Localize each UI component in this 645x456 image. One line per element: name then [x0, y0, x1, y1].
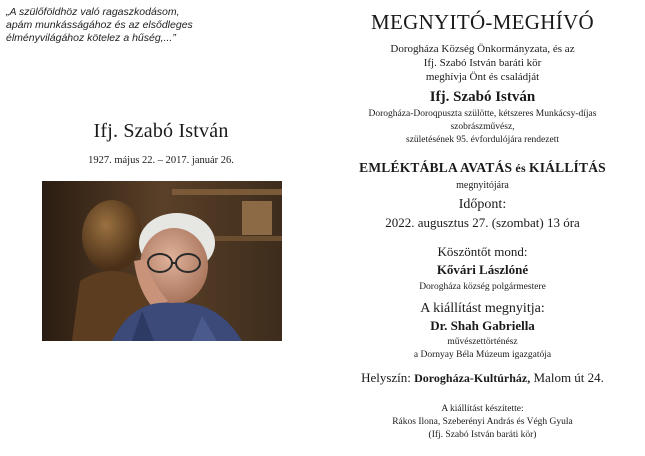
invitation-title: MEGNYITÓ-MEGHÍVÓ: [371, 10, 594, 34]
opening-label: A kiállítást megnyitja:: [420, 301, 545, 316]
event-title-and: és: [512, 161, 530, 175]
credits-label: A kiállítást készítette:: [441, 404, 524, 414]
venue-label: Helyszín:: [361, 370, 415, 385]
event-subtitle: megnyitójára: [456, 180, 509, 191]
quote: [6, 6, 221, 45]
opening-role: művészettörténész: [447, 337, 518, 347]
venue: [330, 370, 635, 386]
artist-name: Ifj. Szabó István: [93, 120, 229, 142]
greeting-name: Kővári Lászlóné: [436, 262, 529, 277]
honoree-desc: születésének 95. évfordulójára rendezett: [406, 135, 559, 145]
quote-line: apám munkásságához és az elsődleges: [6, 19, 193, 31]
venue-address: Malom út 24.: [530, 370, 604, 385]
left-panel: [0, 0, 322, 456]
portrait-image: [42, 181, 282, 341]
event-title-part: KIÁLLÍTÁS: [529, 160, 606, 175]
opening-role: a Dornyay Béla Múzeum igazgatója: [413, 350, 552, 360]
inviter-line: Dorogháza Község Önkormányzata, és az: [390, 43, 575, 55]
opening-name: Dr. Shah Gabriella: [430, 318, 535, 333]
venue-name: Dorogháza-Kultúrház,: [414, 371, 531, 385]
honoree-desc: Dorogháza-Doroqpuszta szülötte, kétszeres Munkácsy-díjas: [368, 109, 597, 119]
time-value: 2022. augusztus 27. (szombat) 13 óra: [385, 215, 580, 230]
artist-photo: [42, 181, 282, 341]
greeting-label: Köszöntőt mond:: [437, 244, 528, 259]
quote-line: élményvilágához kötelez a hűség,...”: [6, 32, 176, 44]
honoree-name: Ifj. Szabó István: [429, 89, 536, 105]
credits-group: (Ifj. Szabó István baráti kör): [428, 430, 537, 440]
greeting-role: Dorogháza község polgármestere: [419, 282, 546, 292]
honoree-desc: szobrászművész,: [450, 122, 515, 132]
time-label: Időpont:: [458, 197, 507, 212]
artist-dates: 1927. május 22. – 2017. január 26.: [88, 155, 234, 166]
event-title: [330, 160, 635, 176]
quote-line: „A szülőföldhöz való ragaszkodásom,: [6, 6, 180, 18]
inviter-line: Ifj. Szabó István baráti kör: [423, 57, 542, 69]
inviter-line: meghívja Önt és családját: [425, 71, 540, 83]
event-title-part: EMLÉKTÁBLA AVATÁS: [359, 160, 513, 175]
credits-names: Rákos Ilona, Szeberényi András és Végh Gyula: [392, 417, 573, 427]
invitation-panel: [330, 0, 635, 456]
